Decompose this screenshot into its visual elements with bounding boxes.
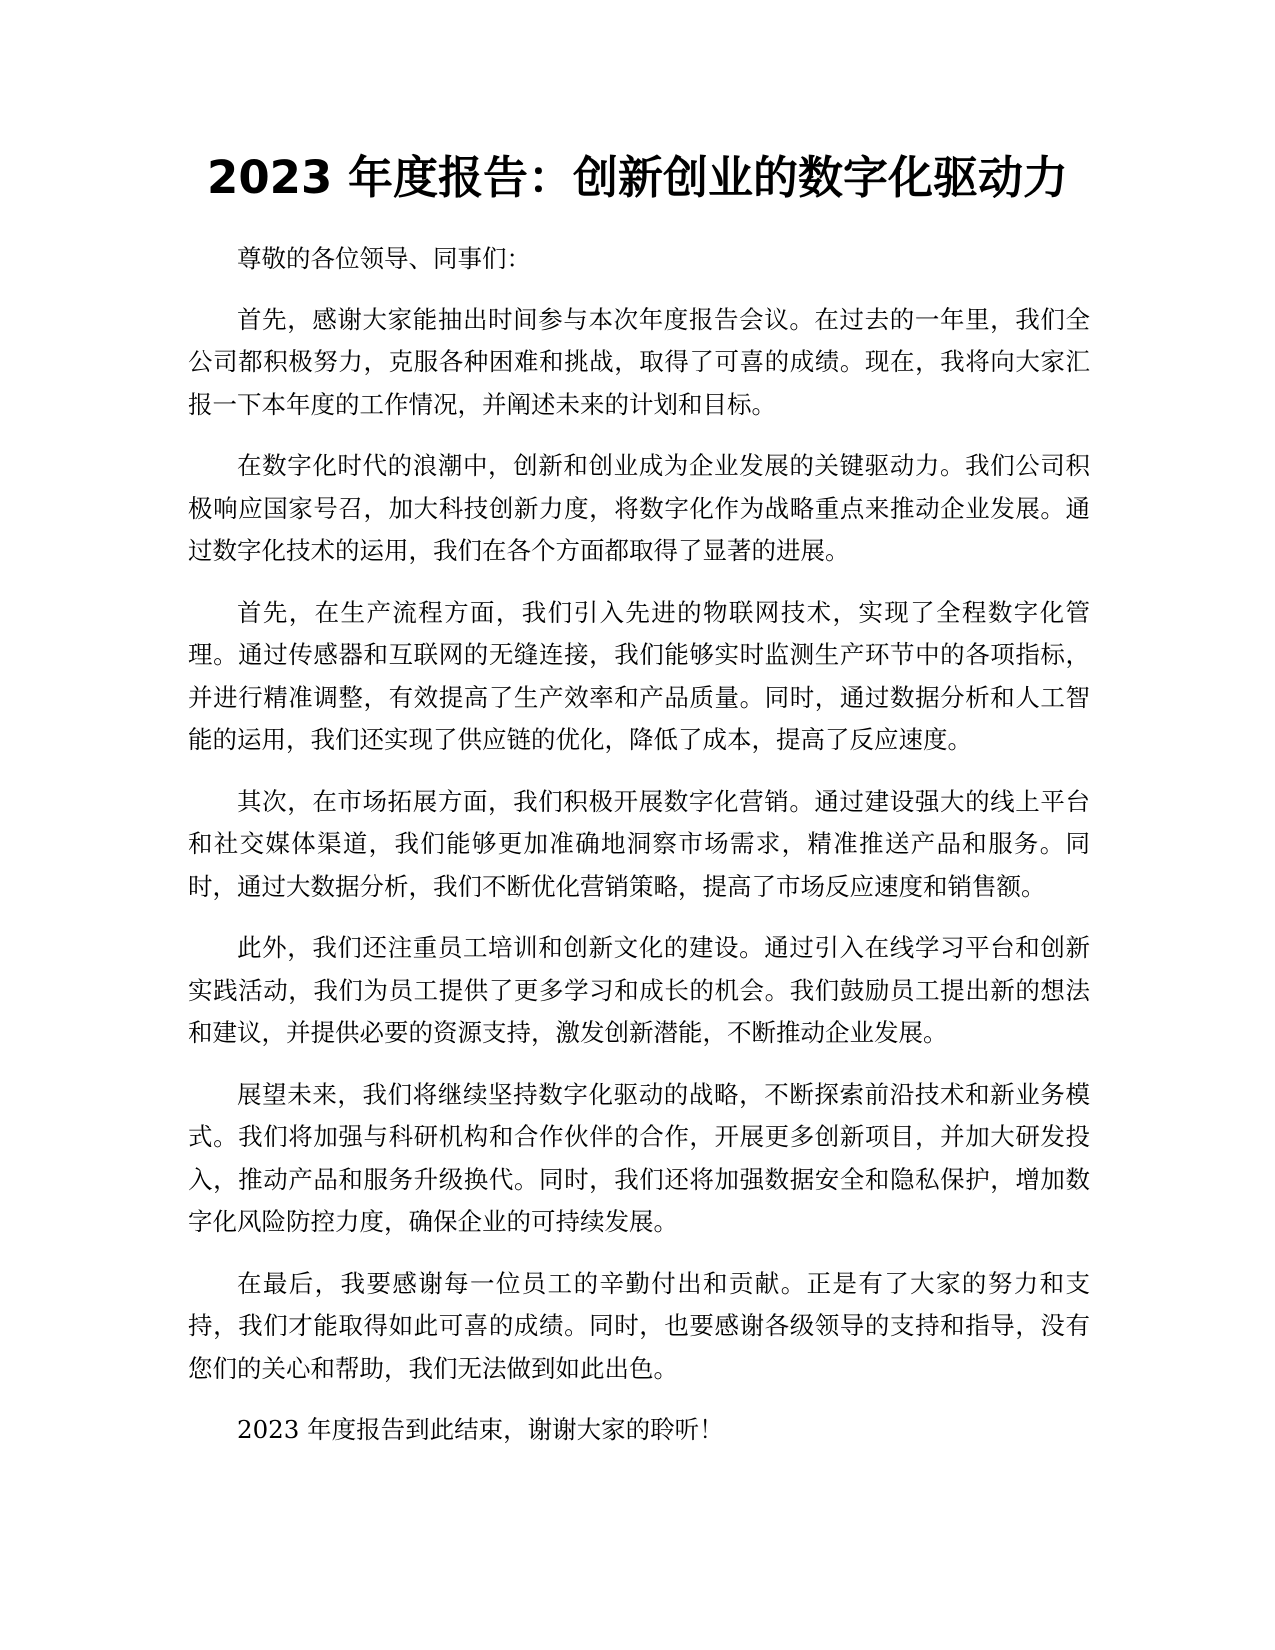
paragraph-thanks: 在最后，我要感谢每一位员工的辛勤付出和贡献。正是有了大家的努力和支持，我们才能取得如此可喜的成绩。同时，也要感谢各级领导的支持和指导，没有您们的关心和帮助，我们无法做到如此出色。 xyxy=(188,1268,1090,1383)
paragraph-outlook: 展望未来，我们将继续坚持数字化驱动的战略，不断探索前沿技术和新业务模式。我们将加强与科研机构和合作伙伴的合作，开展更多创新项目，并加大研发投入，推动产品和服务升级换代。同时，我们还将加强数据安全和隐私保护，增加数字化风险防控力度，确保企业的可持续发展。 xyxy=(188,1079,1090,1236)
document-title: 2023 年度报告：创新创业的数字化驱动力 xyxy=(207,151,1068,204)
paragraph-introduction: 首先，感谢大家能抽出时间参与本次年度报告会议。在过去的一年里，我们全公司都积极努力，克服各种困难和挑战，取得了可喜的成绩。现在，我将向大家汇报一下本年度的工作情况，并阐述未来的计划和目标。 xyxy=(188,304,1090,419)
paragraph-production: 首先，在生产流程方面，我们引入先进的物联网技术，实现了全程数字化管理。通过传感器和互联网的无缝连接，我们能够实时监测生产环节中的各项指标，并进行精准调整，有效提高了生产效率和产品质量。同时，通过数据分析和人工智能的运用，我们还实现了供应链的优化，降低了成本，提高了反应速度。 xyxy=(188,597,1090,754)
paragraph-greeting: 尊敬的各位领导、同事们： xyxy=(237,244,531,273)
document-body xyxy=(188,238,1090,1471)
paragraph-training: 此外，我们还注重员工培训和创新文化的建设。通过引入在线学习平台和创新实践活动，我们为员工提供了更多学习和成长的机会。我们鼓励员工提出新的想法和建议，并提供必要的资源支持，激发创新潜能，不断推动企业发展。 xyxy=(188,933,1090,1047)
paragraph-digital-era: 在数字化时代的浪潮中，创新和创业成为企业发展的关键驱动力。我们公司积极响应国家号召，加大科技创新力度，将数字化作为战略重点来推动企业发展。通过数字化技术的运用，我们在各个方面都取得了显著的进展。 xyxy=(188,451,1090,565)
paragraph-closing: 2023 年度报告到此结束，谢谢大家的聆听！ xyxy=(237,1415,724,1444)
paragraph-marketing: 其次，在市场拓展方面，我们积极开展数字化营销。通过建设强大的线上平台和社交媒体渠道，我们能够更加准确地洞察市场需求，精准推送产品和服务。同时，通过大数据分析，我们不断优化营销策略，提高了市场反应速度和销售额。 xyxy=(188,786,1090,901)
